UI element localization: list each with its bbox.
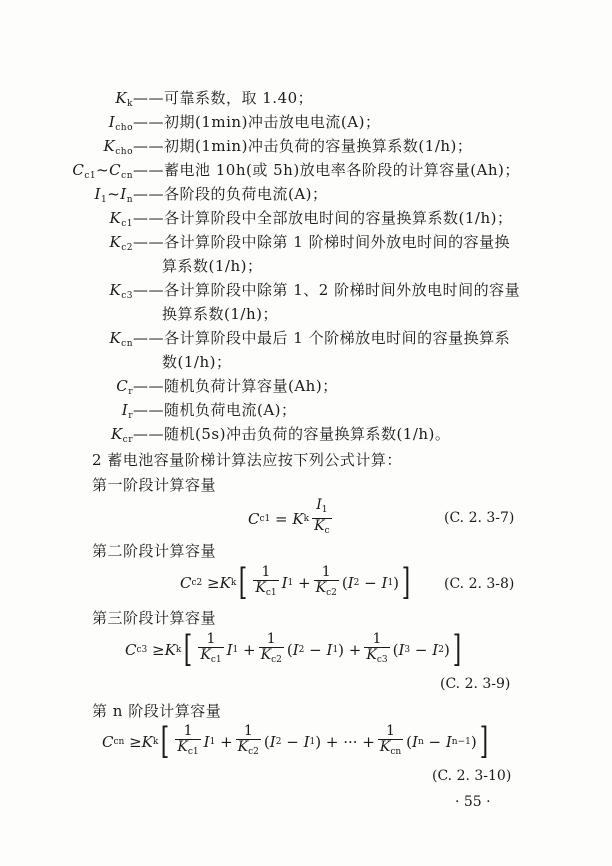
page-number: · 55 · [455,794,491,810]
definition-text: ——蓄电池 10h(或 5h)放电率各阶段的计算容量(Ah)； [133,161,520,179]
definition-symbol: $I_r$ [121,401,133,421]
stage-n-heading: 第 n 阶段计算容量 [92,702,222,720]
definition-symbol: $C_{c1}\sim C_{cn}$ [72,161,133,181]
equation-number: (C. 2. 3-10) [432,768,512,784]
definition-symbol: $K_{cn}$ [109,329,133,349]
definition-symbol: $K_{cho}$ [103,137,133,157]
equation-number: (C. 2. 3-8) [444,576,515,592]
definition-text: ——各计算阶段中最后 1 个阶梯放电时间的容量换算系 [133,329,511,347]
definition-text: ——初期(1min)冲击放电电流(A)； [133,113,381,131]
definition-text: ——可靠系数，取 1.40； [133,89,314,107]
equation-c-2-3-10: C cn ≥ K k [ $\frac{1}{K_{c1}}$ I 1 + $\frac{1}{K_{c2}}$ ( I 2 − I 1 ) + ··· + $\frac{1}{K_{cn}}$ ( I n − I n−1 ) ] [102,721,488,762]
definition-continuation: 换算系数(1/h)； [162,305,278,323]
definition-symbol: $K_{c1}$ [109,209,133,229]
definition-continuation: 数(1/h)； [162,353,232,371]
item-2-heading: 2 蓄电池容量阶梯计算法应按下列公式计算： [92,451,402,469]
definition-text: ——随机负荷计算容量(Ah)； [133,377,338,395]
definition-text: ——各计算阶段中除第 1、2 阶梯时间外放电时间的容量 [133,281,521,299]
definition-text: ——随机负荷电流(A)； [133,401,297,419]
definition-text: ——各阶段的负荷电流(A)； [133,185,328,203]
definition-symbol: $K_{c3}$ [109,281,133,301]
definition-symbol: $C_r$ [116,377,133,397]
definition-symbol: $K_{c2}$ [109,233,133,253]
equation-number: (C. 2. 3-7) [444,510,515,526]
definition-text: ——初期(1min)冲击负荷的容量换算系数(1/h)； [133,137,473,155]
equation-number: (C. 2. 3-9) [440,676,511,692]
definition-text: ——各计算阶段中全部放电时间的容量换算系数(1/h)； [133,209,513,227]
definition-continuation: 算系数(1/h)； [162,257,263,275]
stage-3-heading: 第三阶段计算容量 [92,609,217,627]
equation-c-2-3-9: C c3 ≥ K k [ $\frac{1}{K_{c1}}$ I 1 + $\frac{1}{K_{c2}}$ ( I 2 − I 1 ) + $\frac{1}{K_{c3}}$ ( I 3 − I 2 ) ] [125,629,462,670]
stage-1-heading: 第一阶段计算容量 [92,476,217,494]
definition-symbol: $I_{cho}$ [108,113,133,133]
equation-c-2-3-8: C c2 ≥ K k [ $\frac{1}{K_{c1}}$ I 1 + $\frac{1}{K_{c2}}$ ( I 2 − I 1 ) ] [180,562,411,603]
stage-2-heading: 第二阶段计算容量 [92,542,217,560]
definition-symbol: $K_{cr}$ [110,425,133,445]
definition-symbol: $I_1\sim I_n$ [94,185,133,205]
definition-symbol: $K_k$ [115,89,133,109]
definition-text: ——随机(5s)冲击负荷的容量换算系数(1/h)。 [133,425,451,443]
equation-c-2-3-7: C c1 = K k $\frac{I_1}{K_c}$ [248,498,335,539]
definition-text: ——各计算阶段中除第 1 阶梯时间外放电时间的容量换 [133,233,511,251]
